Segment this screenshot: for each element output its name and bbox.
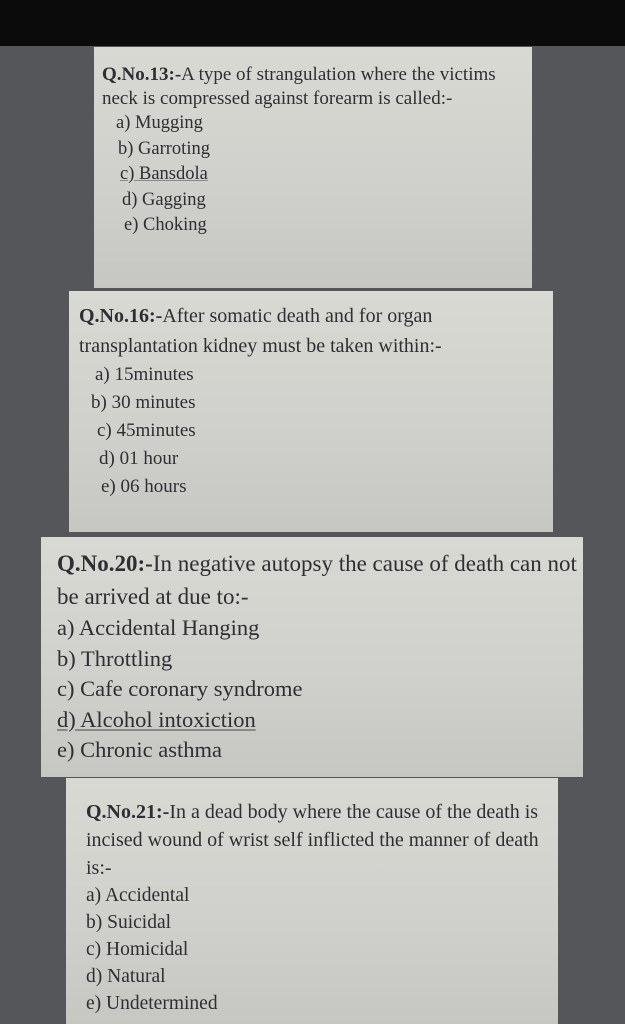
question-20-text <box>57 547 583 613</box>
option-d: d) 01 hour <box>99 448 179 469</box>
question-card-16 <box>69 291 553 532</box>
option-d: d) Alcohol intoxiction <box>57 706 256 732</box>
option-d: d) Gagging <box>122 189 206 210</box>
question-number: Q.No.20:- <box>57 551 153 576</box>
option-c: c) 45minutes <box>97 420 196 441</box>
question-stem: A type of strangulation where the victims neck is compressed against forearm is called:- <box>102 64 496 109</box>
question-number: Q.No.13:- <box>102 64 182 85</box>
question-card-20 <box>41 537 583 777</box>
option-e: e) Choking <box>124 215 207 235</box>
option-a: a) Accidental <box>86 885 190 906</box>
options-list <box>86 882 558 1017</box>
options-list <box>102 111 532 239</box>
option-d: d) Natural <box>86 966 166 987</box>
question-card-13 <box>94 47 532 288</box>
option-e: e) Undetermined <box>86 993 218 1014</box>
question-number: Q.No.21:- <box>86 801 170 823</box>
options-list <box>57 613 583 766</box>
option-c: c) Cafe coronary syndrome <box>57 676 303 701</box>
question-13-text <box>102 63 532 111</box>
question-21-text <box>86 798 558 882</box>
option-a: a) Accidental Hanging <box>57 615 260 640</box>
option-c: c) Homicidal <box>86 939 189 960</box>
option-b: b) Suicidal <box>86 912 172 933</box>
option-e: e) Chronic asthma <box>57 737 222 762</box>
option-e: e) 06 hours <box>101 476 187 497</box>
option-b: b) Throttling <box>57 645 173 671</box>
option-a: a) 15minutes <box>95 364 194 385</box>
option-c: c) Bansdola <box>120 164 208 184</box>
options-list <box>79 361 553 501</box>
question-16-text <box>79 301 553 361</box>
question-number: Q.No.16:- <box>79 305 163 327</box>
question-card-21 <box>66 778 558 1024</box>
option-b: b) 30 minutes <box>91 392 196 413</box>
question-stem: In a dead body where the cause of the death is incised wound of wrist self inflicted the manner of death is:- <box>86 801 539 879</box>
top-black-bar <box>0 0 625 46</box>
question-stem: After somatic death and for organ transplantation kidney must be taken within:- <box>79 305 442 357</box>
question-stem: In negative autopsy the cause of death can not be arrived at due to:- <box>57 551 577 609</box>
option-a: a) Mugging <box>116 113 203 133</box>
option-b: b) Garroting <box>118 138 210 159</box>
